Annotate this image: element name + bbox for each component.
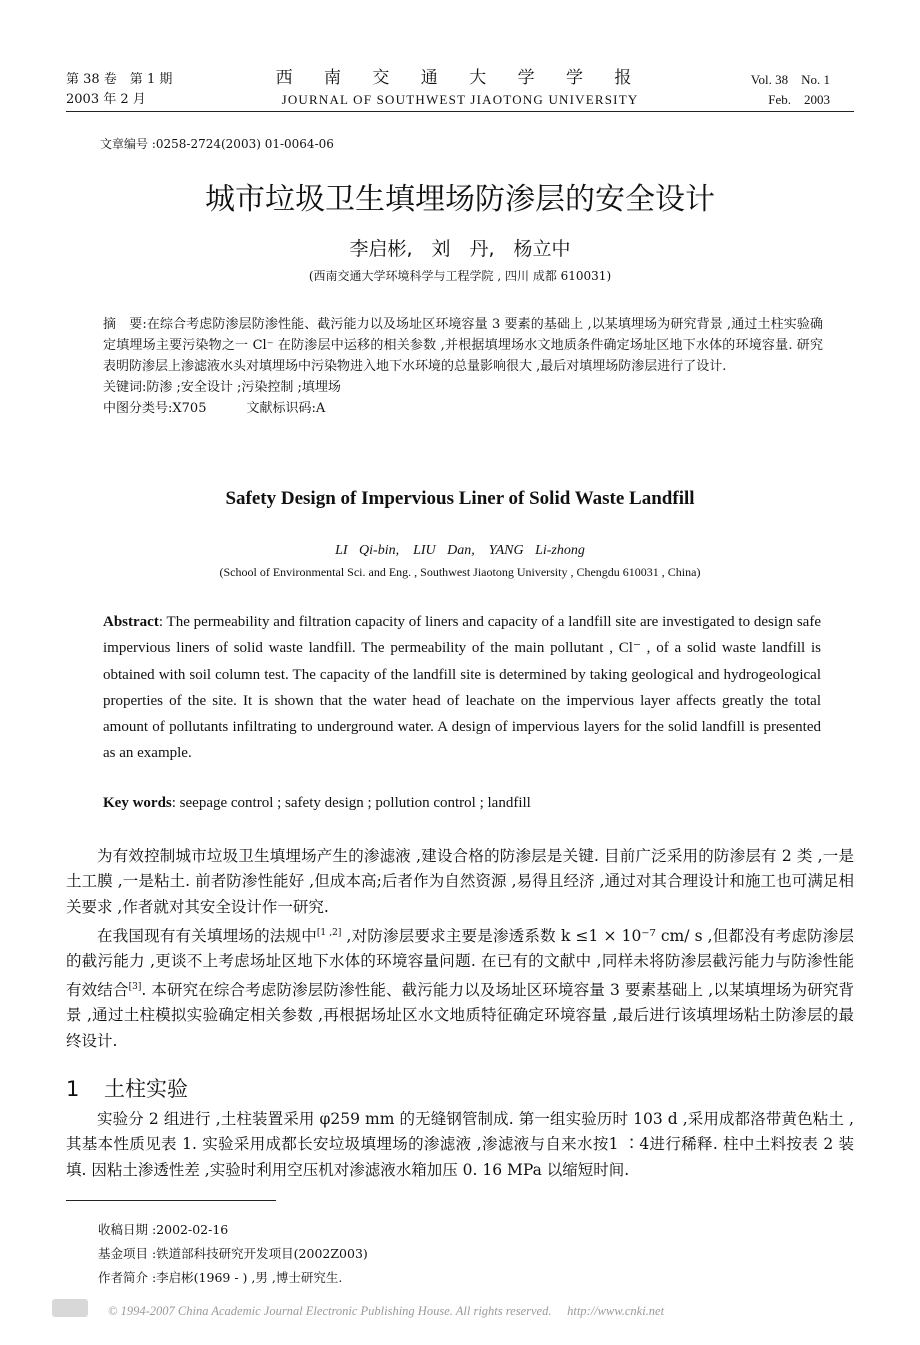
citation-3[interactable]: [3] bbox=[128, 981, 142, 992]
section-heading-1 bbox=[66, 1073, 188, 1103]
abstract-cn-text: :在综合考虑防渗层防渗性能、截污能力以及场址区环境容量 3 要素的基础上 ,以某填埋场为研究背景 ,通过土柱实验确定填埋场主要污染物之一 Cl⁻ 在防渗层中运移的相关参数 ,并根据填埋场水文地质条件确定场址区地下水体的环境容量. 研究表明防渗层上渗滤液水头对填埋场中污染物进入地下水环境的总量影响很大 ,最后对填埋场防渗层进行了设计. bbox=[103, 317, 823, 374]
authors-cn: 李启彬, 刘 丹, 杨立中 bbox=[349, 238, 571, 260]
journal-name-cn: 西 南 交 通 大 学 学 报 bbox=[275, 68, 645, 88]
clc-label: 中图分类号 bbox=[103, 401, 169, 416]
header-issue-en bbox=[751, 70, 830, 110]
authors-en: LI Qi-bin, LIU Dan, YANG Li-zhong bbox=[335, 543, 585, 558]
paragraph-intro: 为有效控制城市垃圾卫生填埋场产生的渗滤液 ,建设合格的防渗层是关键. 目前广泛采用的防渗层有 2 类 ,一是土工膜 ,一是粘土. 前者防渗性能好 ,但成本高;后者作为自然资源 ,易得且经济 ,通过对其合理设计和施工也可满足相关要求 ,作者就对其安全设计作一研究. bbox=[66, 847, 854, 916]
header-date-en: Feb. 2003 bbox=[768, 92, 830, 107]
doc-code-value: :A bbox=[311, 401, 326, 416]
keywords-cn-label: 关键词 bbox=[103, 380, 143, 395]
abstract-en-label: Abstract bbox=[103, 614, 159, 630]
doc-code-label: 文献标识码 bbox=[246, 401, 312, 416]
body-paragraph-3 bbox=[66, 1107, 854, 1183]
paragraph-regulations-text-b: ,对防渗层要求主要是渗透系数 k ≤1 × 10⁻⁷ cm/ s ,但都没有考虑防渗层的截污能力 ,更谈不上考虑场址区地下水体的环境容量问题. 在已有的文献中 ,同样未将防渗层截污能力与防渗性能有效结合 bbox=[66, 927, 854, 999]
footnotes bbox=[98, 1218, 368, 1290]
section-title: 土柱实验 bbox=[104, 1077, 188, 1101]
copyright-line: © 1994-2007 China Academic Journal Electronic Publishing House. All rights reserved. http://www.cnki.net bbox=[108, 1304, 665, 1318]
paragraph-regulations bbox=[66, 921, 854, 1054]
paragraph-regulations-text-a: 在我国现有有关填埋场的法规中 bbox=[97, 927, 317, 946]
paragraph-experiment: 实验分 2 组进行 ,土柱装置采用 φ259 mm 的无缝钢管制成. 第一组实验历时 103 d ,采用成都洛带黄色粘土 ,其基本性质见表 1. 实验采用成都长安垃圾填埋场的渗滤液 ,渗滤液与自来水按1 ∶4进行稀释. 柱中土料按表 2 装填. 因粘土渗透性差 ,实验时利用空压机对渗滤液水箱加压 0. 16 MPa 以缩短时间. bbox=[66, 1110, 854, 1179]
publisher-logo-icon bbox=[52, 1299, 88, 1317]
keywords-en bbox=[103, 795, 531, 812]
footnote-author-bio: 作者简介 :李启彬(1969 - ) ,男 ,博士研究生. bbox=[98, 1270, 343, 1285]
abstract-cn bbox=[103, 314, 823, 377]
abstract-en-text: : The permeability and filtration capacity of liners and capacity of a landfill site are investigated to design safe impervious liners of solid waste landfill. The permeability of the main pollutant , Cl⁻ , of a solid waste landfill is obtained with soil column test. The capacity of the landfill site is determined by taking geological and hydrogeological properties of the site. It is shown that the water head of leachate on the impervious layer affects greatly the total amount of pollutants infiltrating to underground water. A design of impervious layers for the solid landfill is presented as an example. bbox=[103, 614, 821, 762]
keywords-en-label: Key words bbox=[103, 795, 172, 811]
keywords-en-text: : seepage control ; safety design ; pollution control ; landfill bbox=[171, 795, 531, 811]
keywords-cn-text: :防渗 ;安全设计 ;污染控制 ;填埋场 bbox=[142, 380, 341, 395]
footnote-fund: 基金项目 :铁道部科技研究开发项目(2002Z003) bbox=[98, 1246, 368, 1261]
footnote-rule bbox=[66, 1200, 276, 1201]
header-volume-en: Vol. 38 No. 1 bbox=[750, 72, 830, 87]
article-title-cn: 城市垃圾卫生填埋场防渗层的安全设计 bbox=[205, 182, 715, 217]
abstract-cn-label: 摘 要 bbox=[103, 317, 143, 332]
article-title-en: Safety Design of Impervious Liner of Solid Waste Landfill bbox=[225, 488, 695, 509]
clc-value: :X705 bbox=[168, 401, 207, 416]
header-date-cn: 2003 年 2 月 bbox=[66, 92, 146, 107]
journal-name-en: JOURNAL OF SOUTHWEST JIAOTONG UNIVERSITY bbox=[281, 92, 639, 107]
classification-line bbox=[103, 398, 823, 419]
body-paragraph-2 bbox=[66, 921, 854, 1054]
citation-1-2[interactable]: [1 ,2] bbox=[316, 928, 342, 938]
abstract-en bbox=[103, 609, 821, 767]
paragraph-regulations-text-c: . 本研究在综合考虑防渗层防渗性能、截污能力以及场址区环境容量 3 要素基础上 ,以某填埋场为研究背景 ,通过土柱模拟实验确定相关参数 ,再根据场址区水文地质特征确定环境容量 ,最后进行该填埋场粘土防渗层的最终设计. bbox=[66, 980, 854, 1050]
abstract-cn-block bbox=[103, 314, 823, 419]
article-number: 文章编号 :0258-2724(2003) 01-0064-06 bbox=[100, 137, 334, 151]
affiliation-cn: (西南交通大学环境科学与工程学院 , 四川 成都 610031) bbox=[308, 269, 612, 283]
footnote-received: 收稿日期 :2002-02-16 bbox=[98, 1222, 229, 1237]
section-number: 1 bbox=[66, 1077, 80, 1101]
header-rule bbox=[66, 111, 854, 112]
body-paragraph-1 bbox=[66, 844, 854, 920]
affiliation-en: (School of Environmental Sci. and Eng. , Southwest Jiaotong University , Chengdu 610031 , China) bbox=[219, 565, 701, 579]
header-volume-cn: 第 38 卷 第 1 期 bbox=[66, 72, 173, 87]
keywords-cn bbox=[103, 377, 823, 398]
